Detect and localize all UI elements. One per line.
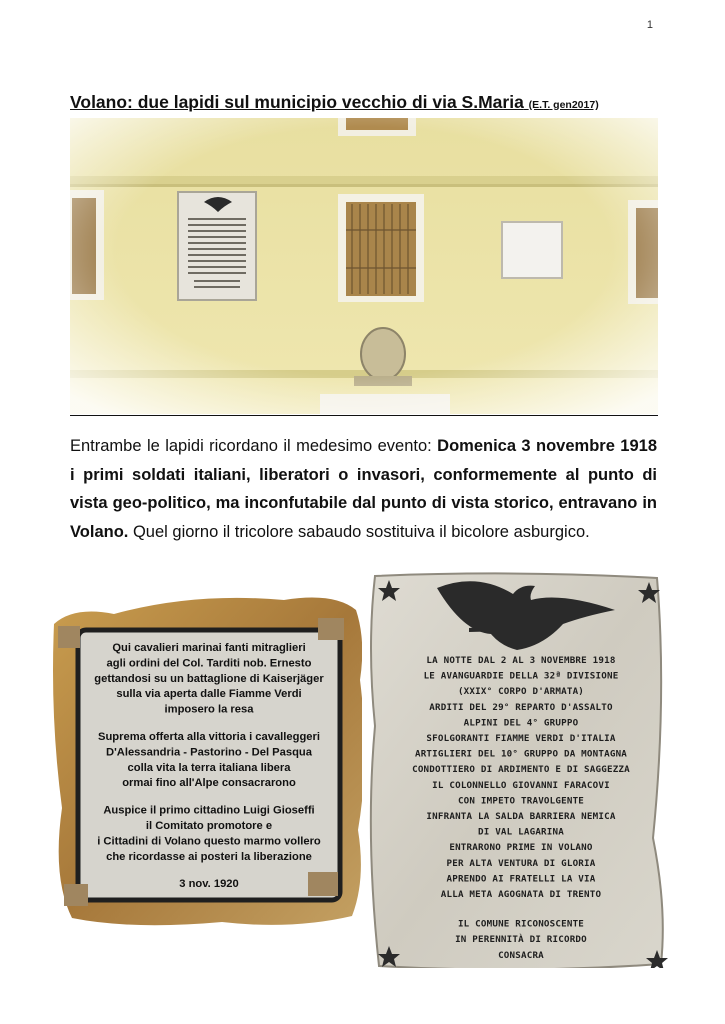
page-number: 1 [646,19,653,31]
plaque-left-line: i Cittadini di Volano questo marmo vollero [97,835,321,848]
plaque-left-line: il Comitato promotore e [145,820,273,832]
plaque-right-line: PER ALTA VENTURA DI GLORIA [446,857,596,869]
plaque-right-line: CONSACRA [498,949,544,961]
title-main: Volano: due lapidi sul municipio vecchio di via S.Maria [70,92,524,112]
plaque-left-line: gettandosi su un battaglione di Kaiserjäger [94,672,324,685]
plaque-right-line: ALLA META AGOGNATA DI TRENTO [440,889,602,900]
plaque-right-illustration [367,566,670,968]
plaque-right-photo [367,566,670,968]
plaque-right-line: IL COLONNELLO GIOVANNI FARACOVI [432,779,610,791]
title-subtitle: (E.T. gen2017) [528,99,599,111]
plaque-left-line: imposero la resa [164,703,254,716]
plaque-right-line: DI VAL LAGARINA [478,826,564,838]
plaque-right-line: SFOLGORANTI FIAMME VERDI D'ITALIA [426,733,616,744]
plaque-right-line: CON IMPETO TRAVOLGENTE [457,795,585,807]
plaque-right-line: INFRANTA LA SALDA BARRIERA NEMICA [426,811,616,822]
plaque-right-line: IL COMUNE RICONOSCENTE [457,918,585,930]
plaque-right-line: ALPINI DEL 4° GRUPPO [463,717,579,729]
plaque-right-line: CONDOTTIERO DI ARDIMENTO E DI SAGGEZZA [412,764,630,776]
plaque-left-text [94,642,324,890]
plaque-right-line: ENTRARONO PRIME IN VOLANO [449,842,593,854]
plaque-left-line: che ricordasse ai posteri la liberazione [106,850,312,863]
intro-lead: Entrambe le lapidi ricordano il medesimo evento: [70,437,438,455]
plaque-right-line: LA NOTTE DAL 2 AL 3 NOVEMBRE 1918 [426,655,616,666]
plaque-left-line: agli ordini del Col. Tarditi nob. Ernesto [106,657,312,670]
plaque-right-line: ARTIGLIERI DEL 10° GRUPPO DA MONTAGNA [414,748,628,760]
plaque-right-line: IN PERENNITÀ DI RICORDO [455,934,587,946]
plaque-left-line: 3 nov. 1920 [179,878,239,891]
intro-paragraph [70,432,657,546]
plaque-left-line: D'Alessandria - Pastorino - Del Pasqua [106,746,312,759]
plaque-left-line: sulla via aperta dalle Fiamme Verdi [116,688,302,701]
intro-tail: Quel giorno il tricolore sabaudo sostituiva il bicolore asburgico. [128,522,590,541]
plaque-right-line: ARDITI DEL 29° REPARTO D'ASSALTO [429,701,613,713]
plaque-left-line: Auspice il primo cittadino Luigi Gioseffi [103,804,315,817]
divider-line [70,415,658,416]
plaque-left-photo [50,596,362,926]
plaque-left-line: colla vita la terra italiana libera [127,761,291,774]
plaque-right-line: LE AVANGUARDIE DELLA 32ª DIVISIONE [423,670,619,682]
plaque-left-line: Qui cavalieri marinai fanti mitraglieri [112,642,306,654]
intro-bold: Domenica 3 novembre 1918 i primi soldati italiani, liberatori o invasori, conformemente al punto di vista geo-politico, ma inconfutabile dal punto di vista storico, entravano in Volano. [70,437,657,541]
facade-illustration [70,118,658,414]
plaque-right-line: APRENDO AI FRATELLI LA VIA [446,873,596,885]
plaque-left-line: Suprema offerta alla vittoria i cavalleggeri [98,731,320,743]
building-facade-photo [70,118,658,414]
plaque-right-line: (XXIX° CORPO D'ARMATA) [457,686,585,698]
page-title [70,92,660,113]
plaque-left-illustration [50,596,362,926]
plaque-left-line: ormai fino all'Alpe consacrarono [122,777,296,790]
